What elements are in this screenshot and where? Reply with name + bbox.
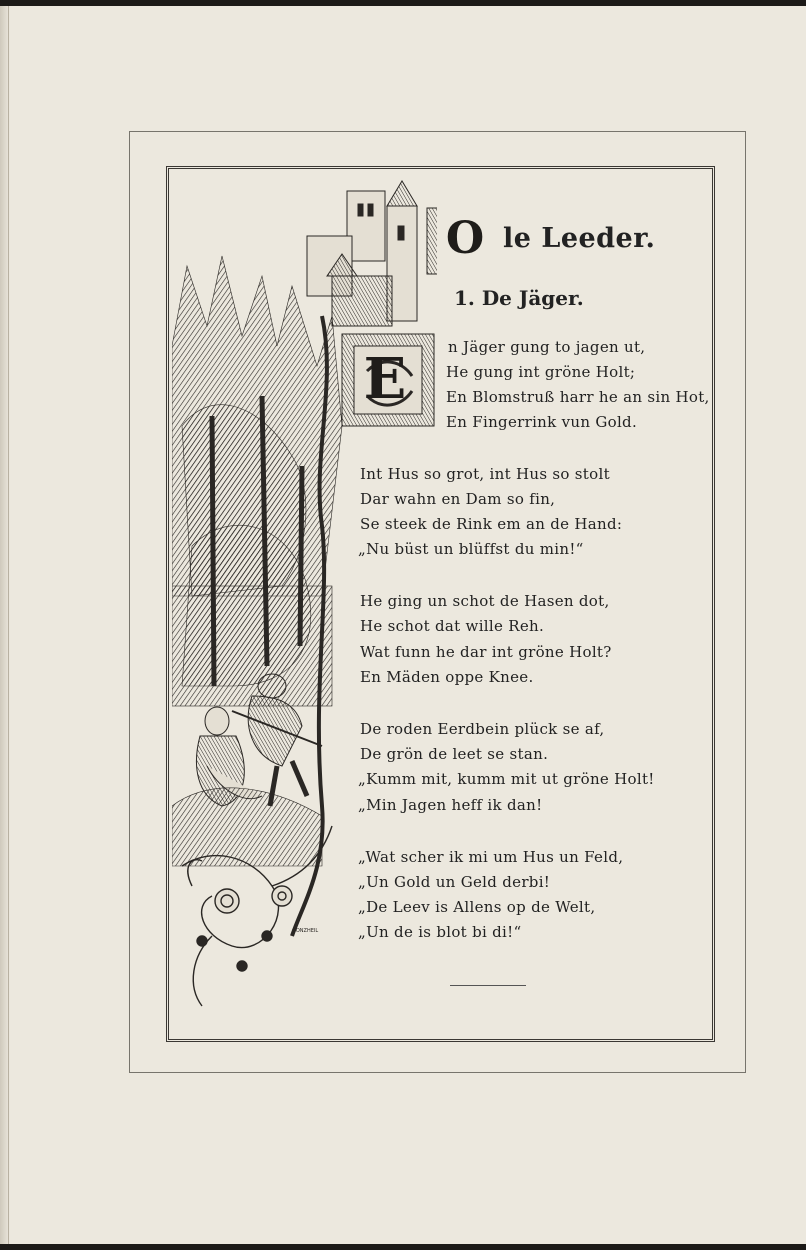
- poem-line: He gung int gröne Holt;: [446, 363, 636, 381]
- poem-line: He ging un schot de Hasen dot,: [360, 592, 610, 610]
- poem-subtitle: 1. De Jäger.: [454, 286, 584, 310]
- foreground-foliage: [172, 788, 322, 866]
- poem-line: „Kumm mit, kumm mit ut gröne Holt!: [358, 770, 655, 788]
- poem-line: De grön de leet se stan.: [360, 745, 549, 763]
- poem-line: He schot dat wille Reh.: [360, 617, 545, 635]
- poem-line: n Jäger gung to jagen ut,: [448, 338, 646, 356]
- castle: [307, 181, 417, 326]
- forest: [172, 256, 342, 706]
- poem-line: En Mäden oppe Knee.: [360, 668, 534, 686]
- poem-initial: E: [363, 346, 407, 412]
- artist-signature: GONZHEIL: [292, 928, 319, 934]
- poem-line: „Min Jagen heff ik dan!: [358, 796, 543, 814]
- poem-line: En Fingerrink vun Gold.: [446, 413, 638, 431]
- page-title: le Leeder.: [503, 223, 656, 254]
- poem-line: Dar wahn en Dam so fin,: [360, 490, 556, 508]
- title-initial: O: [445, 213, 485, 264]
- poem-line: „Nu büst un blüffst du min!“: [358, 540, 584, 558]
- poem-line: Wat funn he dar int gröne Holt?: [360, 643, 612, 661]
- title-initial-box: [427, 208, 437, 274]
- poem-line: De roden Eerdbein plück se af,: [360, 720, 605, 738]
- poem-line: Int Hus so grot, int Hus so stolt: [360, 465, 610, 483]
- poem-line: „De Leev is Allens op de Welt,: [358, 898, 596, 916]
- closing-rule: [450, 985, 526, 986]
- poem-line: Se steek de Rink em an de Hand:: [360, 515, 623, 533]
- poem-line: „Un de is blot bi di!“: [358, 923, 522, 941]
- poem-line: En Blomstruß harr he an sin Hot,: [446, 388, 710, 406]
- gutter-line: [8, 6, 9, 1244]
- poem-line: „Un Gold un Geld derbi!: [358, 873, 551, 891]
- poem-line: „Wat scher ik mi um Hus un Feld,: [358, 848, 624, 866]
